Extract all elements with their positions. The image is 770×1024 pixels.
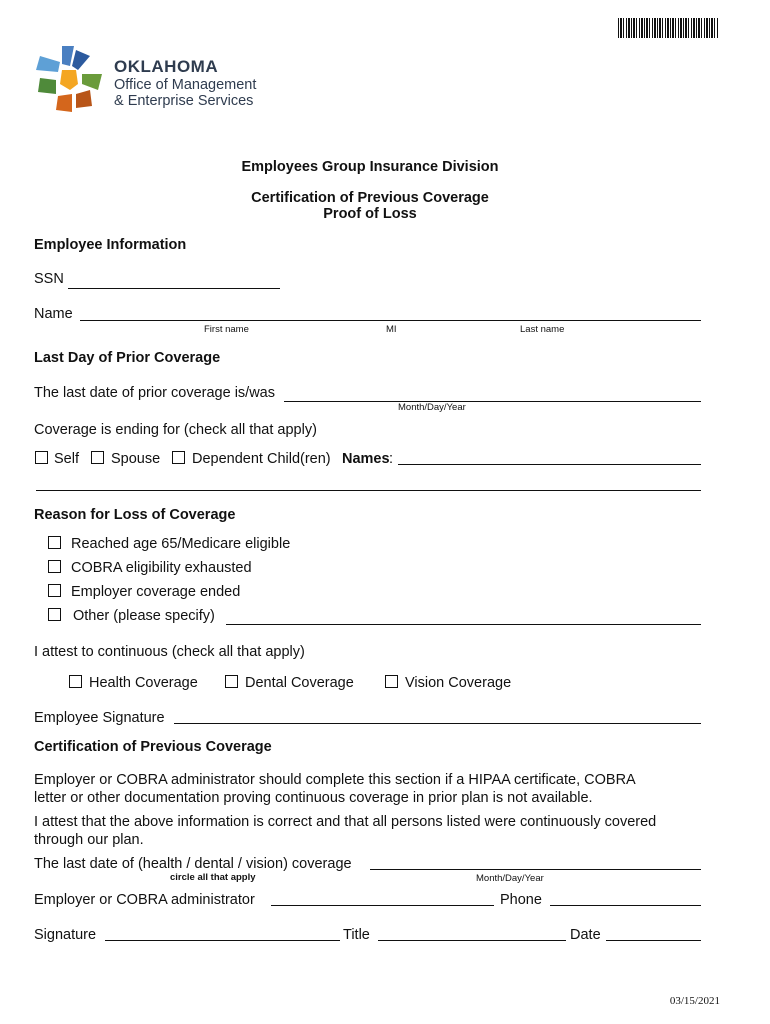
division-title: Employees Group Insurance Division	[241, 159, 499, 175]
certification-date-label: The last date of (health / dental / vision) coverage	[34, 856, 352, 872]
attest-label: I attest to continuous (check all that apply)	[34, 644, 305, 660]
vision-label: Vision Coverage	[405, 675, 512, 691]
coverage-ending-label: Coverage is ending for (check all that apply)	[34, 422, 317, 438]
certification-date-hint: Month/Day/Year	[476, 873, 544, 884]
reason-other-checkbox[interactable]	[48, 608, 61, 621]
employee-signature-field[interactable]	[174, 723, 701, 724]
prior-coverage-date-field[interactable]	[284, 401, 701, 402]
ssn-field[interactable]	[68, 288, 280, 289]
reason-employer-label: Employer coverage ended	[71, 584, 241, 600]
spouse-checkbox[interactable]	[91, 451, 104, 464]
reason-heading: Reason for Loss of Coverage	[34, 507, 236, 523]
certification-para1-line2: letter or other documentation proving continuous coverage in prior plan is not available.	[34, 790, 593, 806]
health-label: Health Coverage	[89, 675, 198, 691]
prior-coverage-date-label: The last date of prior coverage is/was	[34, 385, 275, 401]
spouse-label: Spouse	[111, 451, 161, 467]
certification-para1-line1: Employer or COBRA administrator should complete this section if a HIPAA certificate, COBRA	[34, 772, 636, 788]
circle-hint: circle all that apply	[170, 872, 256, 883]
names-field[interactable]	[398, 464, 701, 465]
phone-label: Phone	[500, 892, 542, 908]
certification-para2-line1: I attest that the above information is correct and that all persons listed were continuously covered	[34, 814, 657, 830]
prior-coverage-date-hint: Month/Day/Year	[398, 402, 466, 413]
reason-other-field[interactable]	[226, 624, 701, 625]
employee-signature-label: Employee Signature	[34, 710, 165, 726]
date-field[interactable]	[606, 940, 701, 941]
self-label: Self	[54, 451, 79, 467]
reason-age65-label: Reached age 65/Medicare eligible	[71, 536, 291, 552]
barcode	[618, 18, 718, 38]
dependents-checkbox[interactable]	[172, 451, 185, 464]
employer-label: Employer or COBRA administrator	[34, 892, 255, 908]
reason-cobra-label: COBRA eligibility exhausted	[71, 560, 252, 576]
reason-other-label: Other (please specify)	[73, 608, 215, 624]
ssn-label: SSN	[34, 271, 64, 287]
phone-field[interactable]	[550, 905, 701, 906]
logo-state: OKLAHOMA	[114, 57, 219, 76]
dental-checkbox[interactable]	[225, 675, 238, 688]
names-field-continued[interactable]	[36, 490, 701, 491]
logo-line-2: & Enterprise Services	[114, 93, 254, 109]
last-name-hint: Last name	[520, 324, 565, 335]
first-name-hint: First name	[204, 324, 249, 335]
signature-field[interactable]	[105, 940, 340, 941]
names-colon: :	[389, 451, 394, 467]
dependents-label: Dependent Child(ren)	[192, 451, 331, 467]
employee-info-heading: Employee Information	[34, 237, 187, 253]
name-field[interactable]	[80, 320, 701, 321]
health-checkbox[interactable]	[69, 675, 82, 688]
certification-heading: Certification of Previous Coverage	[34, 739, 272, 755]
date-label: Date	[570, 927, 601, 943]
vision-checkbox[interactable]	[385, 675, 398, 688]
title-field[interactable]	[378, 940, 566, 941]
employer-field[interactable]	[271, 905, 494, 906]
certification-para2-line2: through our plan.	[34, 832, 144, 848]
reason-age65-checkbox[interactable]	[48, 536, 61, 549]
title-label: Title	[343, 927, 370, 943]
name-label: Name	[34, 306, 73, 322]
reason-cobra-checkbox[interactable]	[48, 560, 61, 573]
certification-date-field[interactable]	[370, 869, 701, 870]
logo-line-1: Office of Management	[114, 77, 257, 93]
names-label: Names	[342, 451, 390, 467]
form-title: Certification of Previous Coverage	[251, 190, 489, 206]
prior-coverage-heading: Last Day of Prior Coverage	[34, 350, 221, 366]
dental-label: Dental Coverage	[245, 675, 354, 691]
omes-star-logo-icon	[32, 44, 104, 116]
signature-label: Signature	[34, 927, 97, 943]
form-subtitle: Proof of Loss	[323, 206, 417, 222]
self-checkbox[interactable]	[35, 451, 48, 464]
reason-employer-checkbox[interactable]	[48, 584, 61, 597]
revision-date: 03/15/2021	[669, 995, 720, 1007]
mi-hint: MI	[386, 324, 397, 335]
